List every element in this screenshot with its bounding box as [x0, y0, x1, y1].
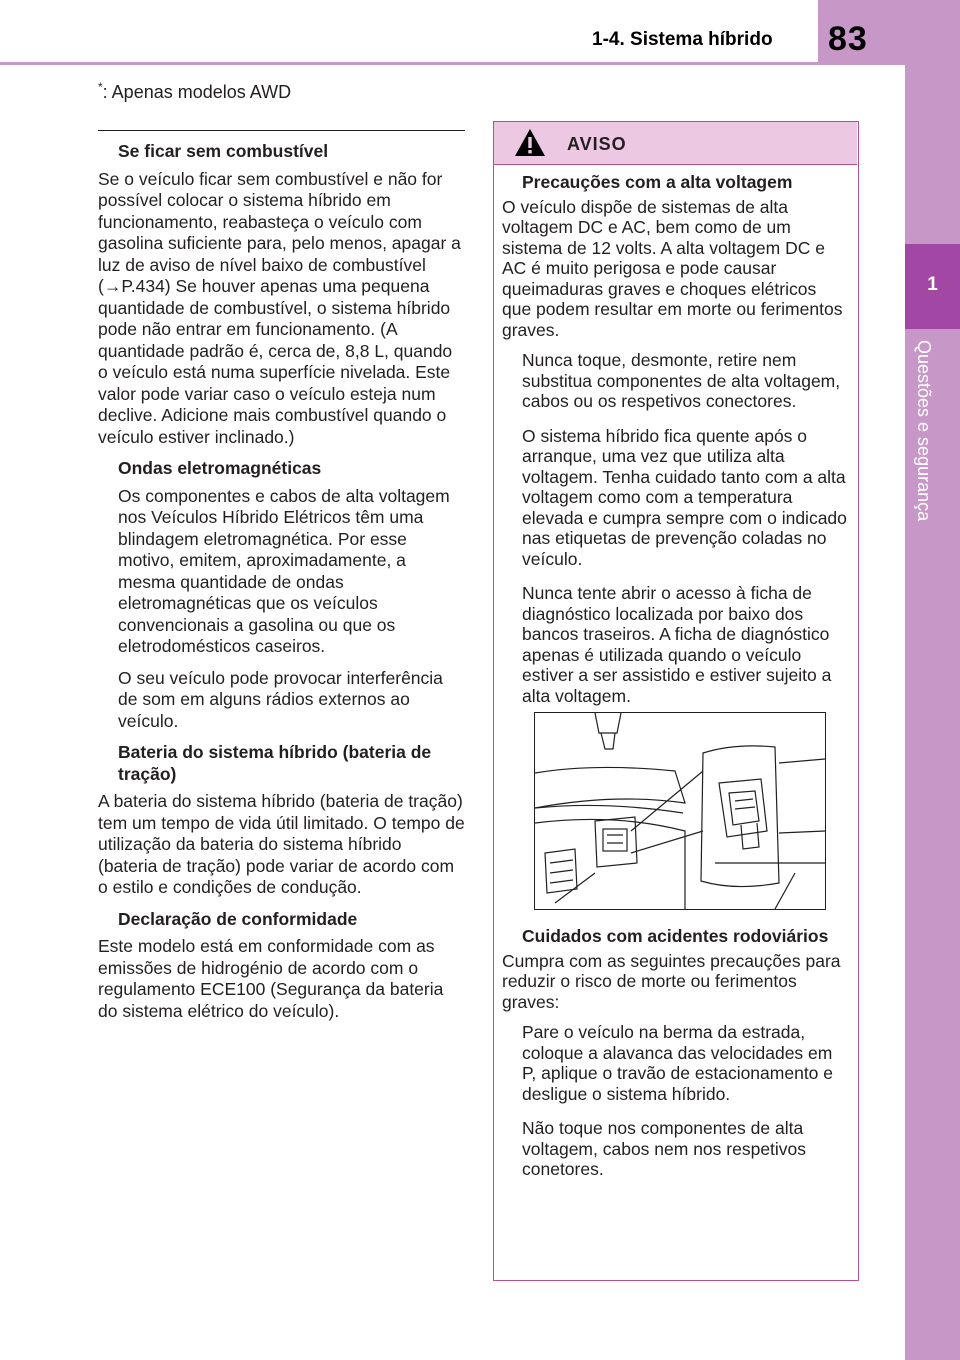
section-title: 1-4. Sistema híbrido [592, 29, 773, 50]
left-column [98, 130, 465, 1032]
header-rule [0, 62, 905, 65]
em-text-1: Os componentes e cabos de alta voltagem nos Veículos Híbrido Elétricos têm uma blindagem eletromagnética. Por esse motivo, emitem, aproximadamente, a mesma quantidade de ondas eletromagnéticas que os veículos convencionais a gasolina ou que os eletrodomésticos caseiros. [118, 485, 450, 656]
chapter-side-tab [905, 0, 960, 1360]
service-plug-illustration [534, 712, 826, 910]
accident-heading: Cuidados com acidentes rodoviários [522, 926, 829, 946]
accident-intro: Cumpra com as seguintes precauções para reduzir o risco de morte ou ferimentos graves: [502, 950, 841, 1012]
warning-header [494, 122, 857, 165]
high-voltage-heading: Precauções com a alta voltagem [522, 172, 793, 192]
battery-heading: Bateria do sistema híbrido (bateria de tração) [118, 742, 432, 784]
conformity-heading: Declaração de conformidade [118, 908, 358, 929]
warning-body [502, 172, 847, 1194]
page-number: 83 [828, 20, 868, 58]
warning-triangle-icon [514, 128, 546, 157]
accident-bullet: Pare o veículo na berma da estrada, coloque a alavanca das velocidades em P, aplique o travão de estacionamento e desligue o sistema híbrido. [522, 1022, 834, 1104]
em-heading: Ondas eletromagnéticas [118, 458, 322, 478]
warning-title: AVISO [567, 134, 627, 154]
chapter-number-tab[interactable] [905, 244, 960, 329]
fuel-heading: Se ficar sem combustível [118, 141, 329, 161]
high-voltage-bullet: O sistema híbrido fica quente após o arranque, uma vez que utiliza alta voltagem. Tenha cuidado tanto com a alta voltagem como com a temperatura elevada e cumpra sempre com o indicado nas etiquetas de prevenção coladas no veículo. [522, 425, 847, 569]
chapter-title: Questões e segurança [914, 340, 934, 522]
chapter-number: 1 [927, 274, 938, 295]
battery-text: A bateria do sistema híbrido (bateria de tração) tem um tempo de vida útil limitado. O tempo de utilização da bateria do sistema híbrido (bateria de tração) pode variar de acordo com o estilo e condições de condução. [98, 791, 465, 897]
high-voltage-bullet: Nunca tente abrir o acesso à ficha de diagnóstico localizada por baixo dos bancos traseiros. A ficha de diagnóstico apenas é utilizada quando o veículo estiver a ser assistido e estiver sujeito a alta voltagem. [522, 583, 832, 706]
fuel-text: Se o veículo ficar sem combustível e não for possível colocar o sistema híbrido em funcionamento, reabasteça o veículo com gasolina suficiente para, pelo menos, apagar a luz de aviso de nível baixo de combustível (→P.434) Se houver apenas uma pequena quantidade de combustível, o sistema híbrido pode não entrar em funcionamento. (A quantidade padrão é, cerca de, 8,8 L, quando o veículo está numa superfície nivelada. Este valor pode variar caso o veículo esteja num declive. Adicione mais combustível quando o veículo estiver inclinado.) [98, 168, 461, 447]
high-voltage-intro: O veículo dispõe de sistemas de alta voltagem DC e AC, bem como de um sistema de 12 volts. A alta voltagem DC e AC é muito perigosa e pode causar queimaduras graves e choques elétricos que podem resultar em morte ou ferimentos graves. [502, 196, 843, 340]
footnote-marker: * [98, 80, 103, 94]
accident-bullet: Não toque nos componentes de alta voltagem, cabos nem nos respetivos conetores. [522, 1118, 807, 1179]
conformity-text: Este modelo está em conformidade com as emissões de hidrogénio de acordo com o regulamento ECE100 (Segurança da bateria do sistema elétrico do veículo). [98, 936, 444, 1021]
high-voltage-bullet: Nunca toque, desmonte, retire nem substitua componentes de alta voltagem, cabos ou os respetivos conectores. [522, 350, 841, 411]
em-text-2: O seu veículo pode provocar interferência de som em alguns rádios externos ao veículo. [118, 667, 443, 731]
warning-box [493, 121, 859, 1281]
section-divider [98, 130, 465, 131]
footnote-text: : Apenas modelos AWD [102, 82, 292, 102]
footnote [98, 80, 291, 103]
